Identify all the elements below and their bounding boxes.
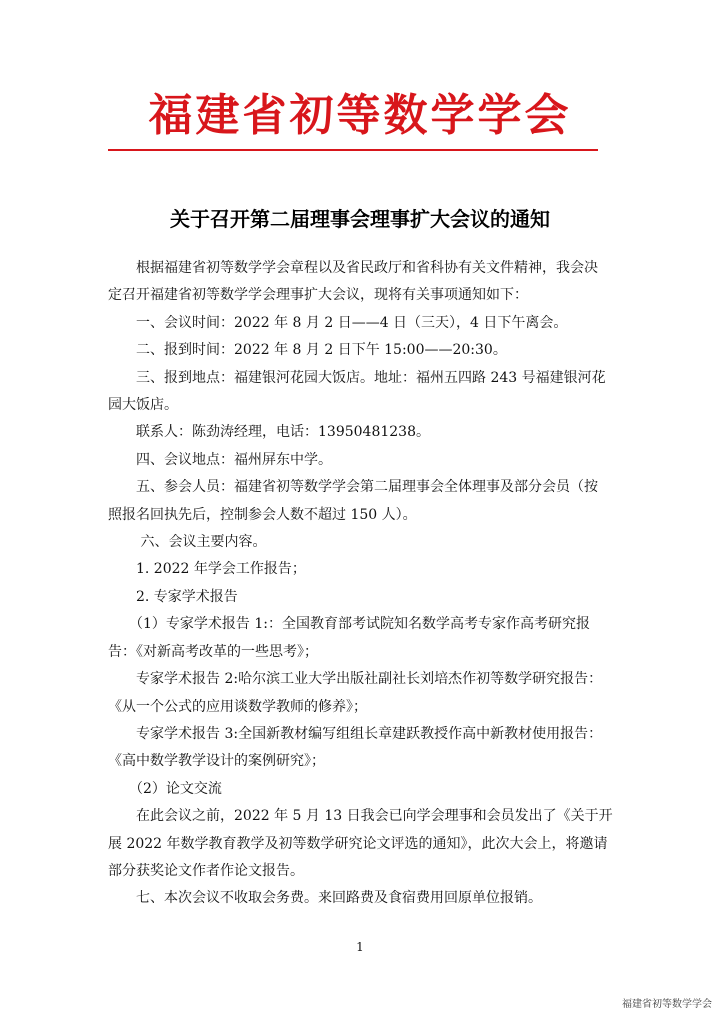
body-line: 在此会议之前，2022 年 5 月 13 日我会已向学会理事和会员发出了《关于开 [108,808,613,825]
body-line: 四、会议地点：福州屏东中学。 [108,451,332,468]
body-line: 二、报到时间：2022 年 8 月 2 日下午 15:00——20:30。 [108,342,507,359]
body-line: （1）专家学术报告 1:：全国教育部考试院知名数学高考专家作高考研究报 [108,616,590,633]
body-line: 六、会议主要内容。 [108,534,267,551]
document-title: 关于召开第二届理事会理事扩大会议的通知 [170,207,550,231]
body-line: （2）论文交流 [108,780,222,797]
header-red-rule [108,149,598,151]
body-line: 联系人：陈劲涛经理，电话：13950481238。 [108,424,430,441]
body-line: 专家学术报告 3:全国新教材编写组组长章建跃教授作高中新教材使用报告： [108,725,603,742]
page-number: 1 [356,940,364,954]
body-line: 一、会议时间：2022 年 8 月 2 日——4 日（三天），4 日下午离会。 [108,314,568,331]
corner-watermark: 福建省初等数学学会 [622,999,712,1010]
body-line: 园大饭店。 [108,397,178,414]
body-line: 专家学术报告 2:哈尔滨工业大学出版社副社长刘培杰作初等数学研究报告： [108,671,603,688]
body-line: 五、参会人员：福建省初等数学学会第二届理事会全体理事及部分会员（按 [108,479,598,496]
document-body [108,255,613,913]
body-line: 定召开福建省初等数学学会理事扩大会议，现将有关事项通知如下： [108,287,528,304]
body-line: 照报名回执先后，控制参会人数不超过 150 人）。 [108,506,417,523]
body-line: 《从一个公式的应用谈数学教师的修养》； [108,698,367,715]
body-line: 根据福建省初等数学学会章程以及省民政厅和省科协有关文件精神，我会决 [108,260,598,276]
body-line: 七、本次会议不收取会务费。来回路费及食宿费用回原单位报销。 [108,890,542,907]
body-line: 展 2022 年数学教育教学及初等数学研究论文评选的通知》，此次大会上，将邀请 [108,835,608,852]
body-line: 《高中数学教学设计的案例研究》； [108,753,325,770]
body-line: 告：《对新高考改革的一些思考》； [108,643,318,660]
body-line: 1. 2022 年学会工作报告； [108,561,306,578]
organization-header: 福建省初等数学学会 [148,90,572,141]
body-line: 三、报到地点：福建银河花园大饭店。地址：福州五四路 243 号福建银河花 [108,369,606,386]
body-line: 2. 专家学术报告 [108,588,238,605]
body-line: 部分获奖论文作者作论文报告。 [108,862,304,879]
